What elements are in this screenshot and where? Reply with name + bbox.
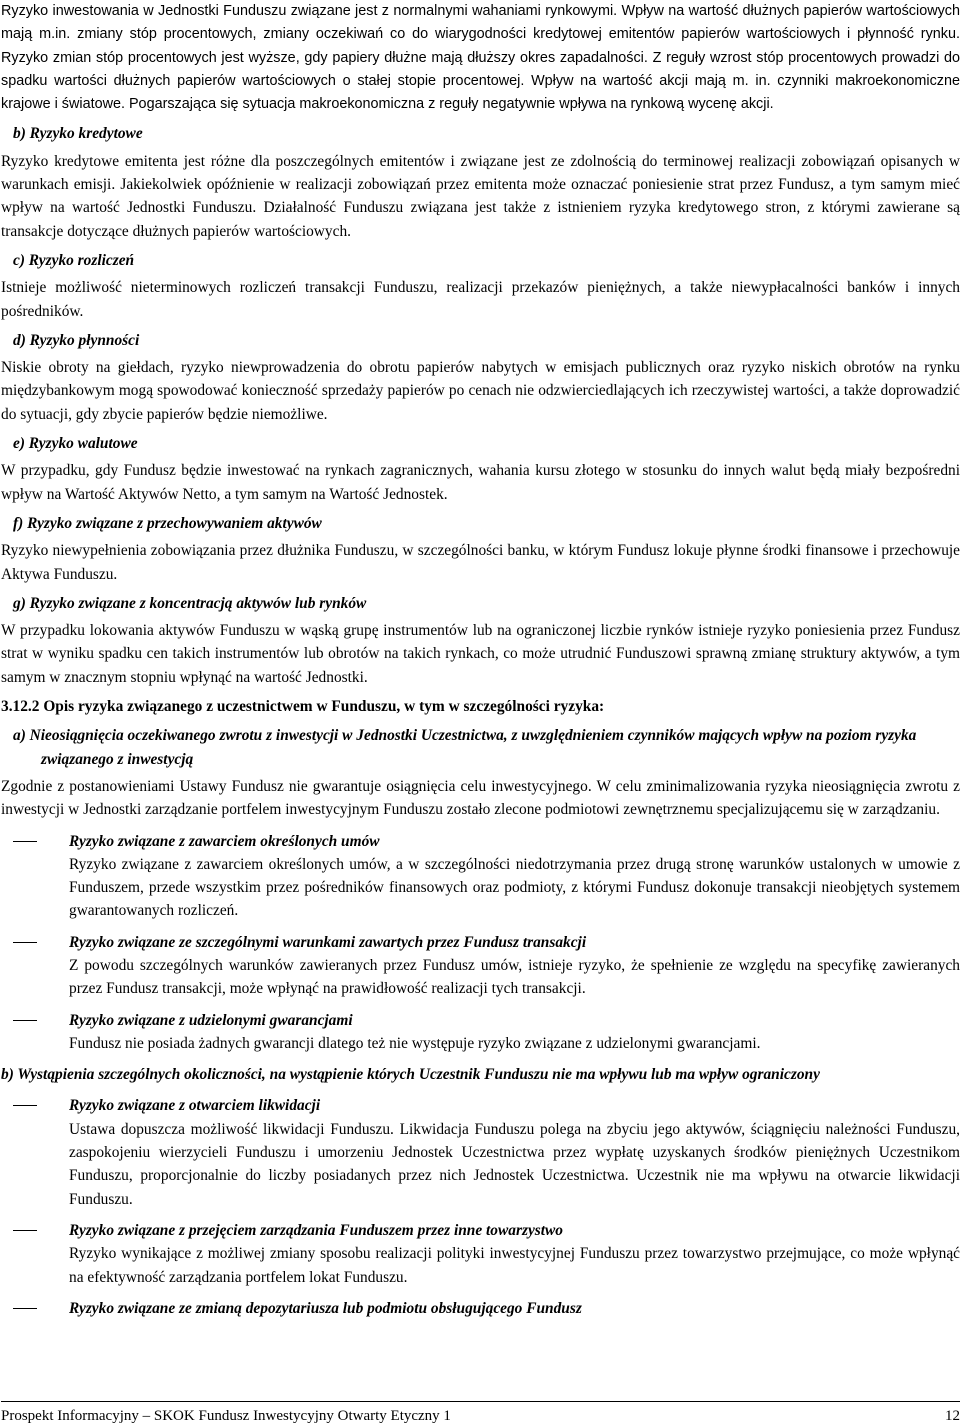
section-c-body: Istnieje możliwość nieterminowych rozliczeń transakcji Funduszu, realizacji przekazów pieniężnych, a także niewypłacalności banków i innych pośredników.: [1, 279, 960, 320]
section-3-12-2-a-heading: a) Nieosiągnięcia oczekiwanego zwrotu z inwestycji w Jednostki Uczestnictwa, z uwzględnieniem czynników mających wpływ na poziom ryzyka związanego z inwestycją: [13, 727, 917, 768]
intro-paragraph: Ryzyko inwestowania w Jednostki Funduszu związane jest z normalnymi wahaniami rynkowymi. Wpływ na wartość dłużnych papierów wartościowych mają m.in. zmiany stóp procentowych, zmiany oczekiwań co do wiarygodności kredytowej emitentów papierów wartościowych i płynność rynku. Ryzyko zmian stóp procentowych jest wyższe, gdy papiery dłużne mają dłuższy okres zapadalności. Z reguły wzrost stóp procentowych prowadzi do spadku wartości dłużnych papierów wartościowych o stałej stopie procentowej. Wpływ na wartość akcji mają m. in. czynniki makroekonomiczne krajowe i światowe. Pogarszająca się sytuacja makroekonomiczna z reguły negatywnie wpływa na rynkową wycenę akcji.: [1, 3, 960, 113]
list-item-body: Fundusz nie posiada żadnych gwarancji dlatego też nie występuje ryzyko związane z udzielonymi gwarancjami.: [69, 1034, 761, 1052]
section-d-heading: d) Ryzyko płynności: [13, 331, 140, 349]
page-footer: [1, 1401, 960, 1426]
section-3-12-2-b-heading: b) Wystąpienia szczególnych okoliczności, na wystąpienie których Uczestnik Funduszu nie ma wpływu lub ma wpływ ograniczony: [1, 1066, 820, 1084]
section-d-body: Niskie obroty na giełdach, ryzyko niewprowadzenia do obrotu papierów nabytych w emisjach publicznych oraz ryzyko niskich obrotów na rynku międzybankowym mogą spowodować konieczność sprzedaży papierów po cenach nie odzwierciedlających ich rzeczywistej wartości, a także doprowadzić do sytuacji, gdy zbycie papierów będzie niemożliwe.: [1, 359, 960, 423]
dash-list-item: [1, 1219, 960, 1289]
dash-bullet-icon: [13, 1105, 37, 1106]
list-item-title: Ryzyko związane z otwarciem likwidacji: [69, 1097, 321, 1115]
section-3-12-2-heading: 3.12.2 Opis ryzyka związanego z uczestnictwem w Funduszu, w tym w szczególności ryzyka:: [1, 698, 605, 716]
dash-bullet-icon: [13, 841, 37, 842]
section-3-12-2-a-body: Zgodnie z postanowieniami Ustawy Fundusz nie gwarantuje osiągnięcia celu inwestycyjnego. W celu zminimalizowania ryzyka nieosiągnięcia zwrotu z inwestycji w Jednostki zarządzanie portfelem inwestycyjnym Funduszu zostało zlecone podmiotowi zewnętrznemu specjalizującemu się w zarządzaniu.: [1, 777, 960, 819]
section-e-heading: e) Ryzyko walutowe: [13, 435, 138, 453]
dash-list-item: [1, 931, 960, 1001]
list-item-body: Ryzyko wynikające z możliwej zmiany sposobu realizacji polityki inwestycyjnej Funduszu przez towarzystwo przejmujące, co może wpłynąć na efektywność zarządzania portfelem lokat Funduszu.: [69, 1245, 960, 1286]
dash-bullet-icon: [13, 1308, 37, 1309]
section-f-heading: f) Ryzyko związane z przechowywaniem aktywów: [13, 514, 322, 532]
list-item-title: Ryzyko związane z przejęciem zarządzania Funduszem przez inne towarzystwo: [69, 1221, 564, 1239]
list-item-body: Ustawa dopuszcza możliwość likwidacji Funduszu. Likwidacja Funduszu polega na zbyciu jego aktywów, ściągnięciu należności Funduszu, zaspokojeniu wierzycieli Funduszu i umorzeniu Jednostek Uczestnictwa przez wypłatę uzyskanych środków pieniężnych Uczestnikom Funduszu, proporcjonalnie do liczby posiadanych przez nich Jednostek Uczestnictwa. Uczestnik nie ma wpływu na otwarcie likwidacji Funduszu.: [69, 1120, 960, 1208]
dash-bullet-icon: [13, 1230, 37, 1231]
section-b-body: Ryzyko kredytowe emitenta jest różne dla poszczególnych emitentów i związane jest ze zdolnością do terminowej realizacji zobowiązań opisanych w warunkach emisji. Jakiekolwiek opóźnienie w realizacji zobowiązań przez emitenta może oznaczać poniesienie strat przez Fundusz, a tym samym mieć wpływ na wartość Jednostki Funduszu. Działalność Funduszu związana jest także z istnieniem ryzyka kredytowego stron, z którymi zawierane są transakcje dotyczące dłużnych papierów wartościowych.: [1, 152, 960, 240]
dash-list-item: [1, 1094, 960, 1210]
section-g-body: W przypadku lokowania aktywów Funduszu w wąską grupę instrumentów lub na ograniczonej liczbie rynków istnieje ryzyko poniesienia przez Fundusz strat w wyniku spadku cen takich instrumentów lub obrotów na takich rynkach, co może utrudnić Funduszowi sprawną zmianę struktury aktywów, a tym samym w znacznym stopniu wpłynąć na wartość Jednostki.: [1, 622, 960, 686]
dash-bullet-icon: [13, 1020, 37, 1021]
footer-title: Prospekt Informacyjny – SKOK Fundusz Inwestycyjny Otwarty Etyczny 1: [1, 1408, 451, 1424]
list-item-body: Z powodu szczególnych warunków zawieranych przez Fundusz umów, istnieje ryzyko, że spełnienie ze względu na specyfikę zawieranych przez Fundusz transakcji, może wpłynąć na prawidłowość realizacji tych transakcji.: [69, 956, 960, 998]
section-f-body: Ryzyko niewypełnienia zobowiązania przez dłużnika Funduszu, w szczególności banku, w którym Fundusz lokuje płynne środki finansowe i przechowuje Aktywa Funduszu.: [1, 542, 960, 583]
dash-bullet-icon: [13, 942, 37, 943]
list-item-title: Ryzyko związane ze zmianą depozytariusza lub podmiotu obsługującego Fundusz: [69, 1299, 582, 1317]
list-item-body: Ryzyko związane z zawarciem określonych umów, a w szczególności niedotrzymania przez drugą stronę warunków ustalonych w umowie z Funduszem, przede wszystkim przez pośredników finansowych oraz podmioty, z którymi Fundusz dokonuje transakcji nieobjętych systemem gwarantowanych rozliczeń.: [69, 855, 960, 920]
list-item-title: Ryzyko związane z zawarciem określonych umów: [69, 832, 380, 850]
section-c-heading: c) Ryzyko rozliczeń: [13, 251, 135, 269]
section-g-heading: g) Ryzyko związane z koncentracją aktywów lub rynków: [13, 594, 367, 612]
dash-list-item: [1, 1009, 960, 1056]
section-b-heading: b) Ryzyko kredytowe: [13, 125, 143, 143]
dash-list-item: [1, 830, 960, 923]
list-item-title: Ryzyko związane ze szczególnymi warunkami zawartych przez Fundusz transakcji: [69, 933, 587, 951]
list-item-title: Ryzyko związane z udzielonymi gwarancjami: [69, 1011, 353, 1029]
section-e-body: W przypadku, gdy Fundusz będzie inwestować na rynkach zagranicznych, wahania kursu złotego w stosunku do innych walut będą miały bezpośredni wpływ na Wartość Aktywów Netto, a tym samym na Wartość Jednostek.: [1, 462, 960, 503]
dash-list-item: [1, 1297, 960, 1320]
page-number: 12: [945, 1408, 960, 1424]
